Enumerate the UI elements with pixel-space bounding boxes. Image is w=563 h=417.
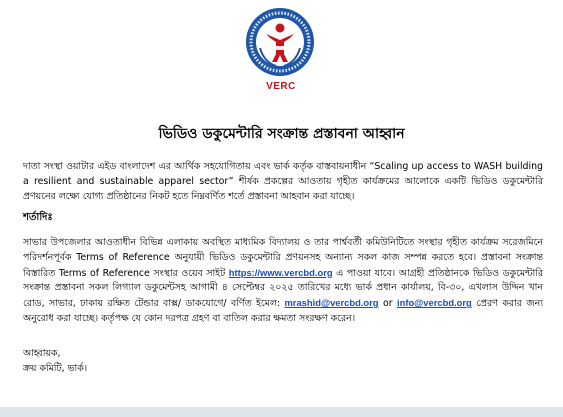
conditions-paragraph: [23, 236, 543, 327]
logo-book: [273, 46, 287, 50]
conditions-heading: শর্তাদিঃ: [23, 212, 53, 223]
logo-figure-head: [276, 24, 285, 33]
intro-paragraph: দাতা সংস্থা ওয়াটার এইড বাংলাদেশ এর আর্থিক সহযোগিতায় এবং ভার্ক কর্তৃক বাস্তবায়নাধীন “Scaling up access to WASH building a resilient and sustainable apparel sector” শীর্ষক প্রকল্পের আওতায় গৃহীত কার্যক্রমের আলোকে একটি ভিডিও ডকুমেন্টারি প্রণয়নের লক্ষ্যে যোগ্য প্রতিষ্ঠানের নিকট হতে নিম্নবর্ণিত শর্তে প্রস্তাবনা আহবান করা যাচ্ছে।: [23, 161, 543, 202]
or-text: or: [378, 298, 397, 310]
notice-title: ভিডিও ডকুমেন্টারি সংক্রান্ত প্রস্তাবনা আহ্বান: [158, 126, 405, 142]
closing-convener: আহ্বায়ক,: [23, 348, 61, 359]
conditions-text-part2: এ পাওয়া যাবে। আগ্রহী প্রতিষ্ঠানকে ভিডিও ডকুমেন্টারি সংক্রান্ত প্রস্তাবনা সকল লিগ্যাল ডকুমেন্টসহ আগামী ৪ সেপ্টেম্বর ২০২৫ তারিখের মধ্যে ভার্ক প্রধান কার্যালয়, বি-৩০, এখলাস উদ্দিন খান রোড, সাভার, ঢাকায় রক্ষিত টেন্ডার বাক্স/ ডাকযোগে/ বর্ণিত ইমেল:: [23, 267, 544, 310]
closing-block: [23, 347, 87, 377]
logo-label: VERC: [266, 81, 296, 92]
email-link-info[interactable]: info@vercbd.org: [396, 297, 472, 309]
email-link-mrashid[interactable]: mrashid@vercbd.org: [284, 297, 379, 309]
closing-committee: ক্রয় কমিটি, ভার্ক।: [23, 362, 88, 374]
conditions-text-part3: প্রেরণ করার জন্য অনুরোধ করা যাচ্ছে। কর্তৃপক্ষ যে কোন দরপত্র গ্রহণ বা বাতিল করার ক্ষমতা সংরক্ষণ করেন।: [23, 298, 543, 324]
conditions-text-part1: সাভার উপজেলার আওতাধীন বিভিন্ন এলাকায় অবস্থিত মাধ্যমিক বিদ্যালয় ও তার পার্শ্ববর্তী কমিউনিটিতে সংস্থার গৃহীত কার্যক্রম সরেজমিনে পরিদর্শনপূর্বক Terms of Reference অনুযায়ী ভিডিও ডকুমেন্টারি প্রণয়নসহ অন্যান্য সকল কাজ সম্পন্ন করতে হবে। প্রস্তাবনা সংক্রান্ত বিস্তারিত Terms of Reference সংস্থার ওয়েব সাইট: [23, 237, 543, 279]
verc-logo: [244, 4, 316, 82]
website-link[interactable]: https://www.vercbd.org: [228, 266, 333, 278]
bottom-band: [0, 407, 563, 417]
